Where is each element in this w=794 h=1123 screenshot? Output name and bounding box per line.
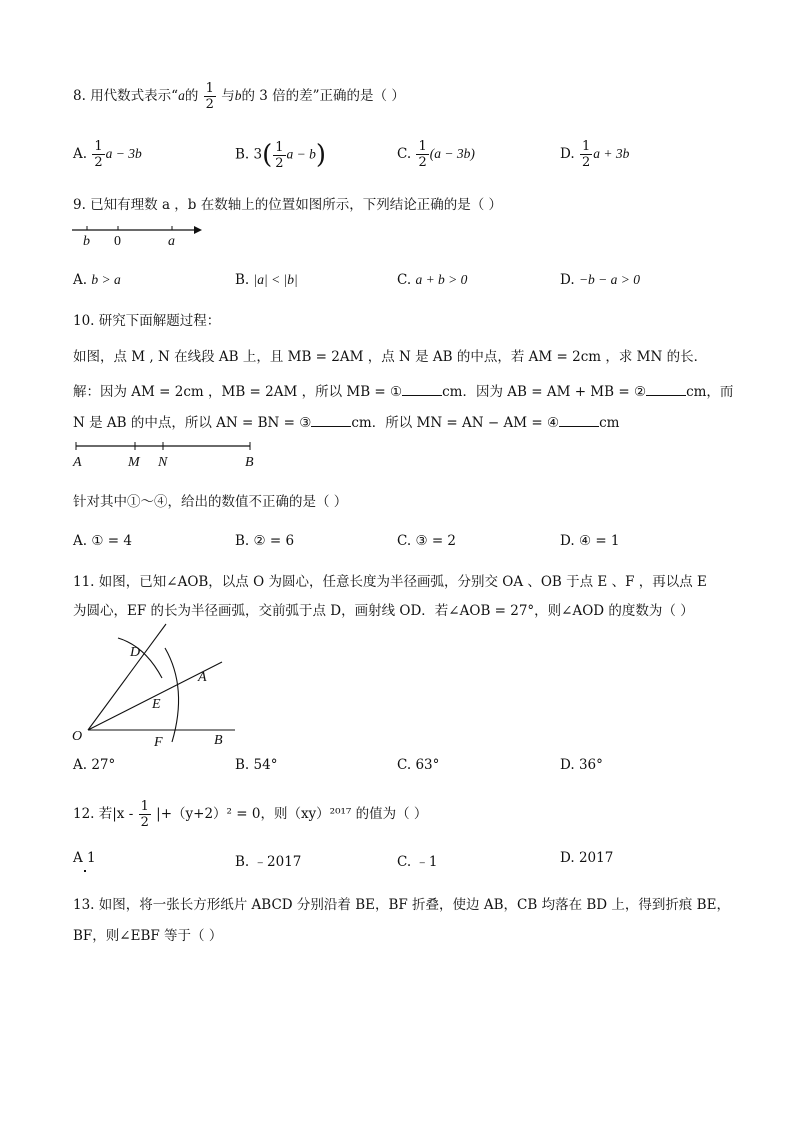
q10-solution-line1: 解：因为 AM = 2cm ，MB = 2AM ，所以 MB = ① cm．因为 AB = AM + MB = ② cm，而 [73, 384, 734, 400]
point-label-m: M [128, 455, 140, 470]
q11-option-c[interactable]: C. 63° [397, 757, 440, 773]
q10-problem: 如图，点 M , N 在线段 AB 上，且 MB = 2AM ，点 N 是 AB 的中点，若 AM = 2cm ，求 MN 的长． [73, 349, 708, 365]
point-label-n: N [158, 455, 168, 470]
q10-option-a[interactable]: A. ① = 4 [73, 533, 132, 549]
q10-ask: 针对其中①～④，给出的数值不正确的是（ ） [73, 494, 348, 510]
q10-solution-line2: N 是 AB 的中点，所以 AN = BN = ③ cm．所以 MN = AN − AM = ④ cm [73, 415, 620, 431]
q11-option-b[interactable]: B. 54° [235, 757, 278, 773]
point-label-f: F [154, 735, 163, 750]
q10-option-d[interactable]: D. ④ = 1 [560, 533, 620, 549]
q13-stem-line2: BF，则∠EBF 等于（ ） [73, 928, 223, 944]
q9-option-a[interactable]: A. b > a [73, 272, 121, 288]
point-label-b: B [245, 455, 254, 470]
q8-stem: 8. 用代数式表示“a的 $\frac{1}{2}$ 与b的 3 倍的差”正确的是（ ） [73, 81, 405, 112]
blank-2[interactable] [646, 385, 686, 396]
q13-stem-line1: 13. 如图，将一张长方形纸片 ABCD 分别沿着 BE，BF 折叠，使边 AB，CB 均落在 BD 上，得到折痕 BE， [73, 897, 730, 913]
point-label-d: D [130, 645, 141, 660]
q10-title: 10. 研究下面解题过程： [73, 313, 221, 329]
q11-angle-figure [70, 618, 250, 753]
q9-option-b[interactable]: B. |a| < |b| [235, 272, 298, 288]
q12-option-d[interactable]: D. 2017 [560, 850, 614, 866]
q11-option-a[interactable]: A. 27° [73, 757, 116, 773]
q10-option-c[interactable]: C. ③ = 2 [397, 533, 457, 549]
q12-option-b[interactable]: B. ﹣2017 [235, 854, 302, 870]
point-label-a: A [73, 455, 82, 470]
q12-option-c[interactable]: C. ﹣1 [397, 854, 438, 870]
q8-option-d[interactable]: D. $\frac{1}{2}$ a + 3b [560, 139, 630, 170]
q11-stem-line1: 11. 如图，已知∠AOB，以点 O 为圆心，任意长度为半径画弧，分别交 OA 、OB 于点 E 、F ，再以点 E [73, 574, 707, 590]
stray-dot [84, 870, 86, 872]
blank-3[interactable] [311, 416, 351, 427]
q9-option-d[interactable]: D. −b − a > 0 [560, 272, 641, 288]
point-label-a: A [198, 670, 207, 685]
point-label-o: O [72, 729, 83, 744]
q9-number-line [70, 222, 210, 252]
q12-option-a[interactable]: A 1 [73, 850, 96, 866]
q8-option-b[interactable]: B. 3( $\frac{1}{2}$ a − b) [235, 139, 327, 171]
q8-fraction: $\frac{1}{2}$ [205, 81, 214, 112]
point-label-b: B [214, 733, 223, 748]
q11-stem-line2: 为圆心，EF 的长为半径画弧，交前弧于点 D，画射线 OD．若∠AOB = 27°，则∠AOD 的度数为（ ） [73, 603, 694, 619]
q8-option-c[interactable]: C. $\frac{1}{2}$ (a − 3b) [397, 139, 475, 170]
point-label-e: E [152, 697, 161, 712]
blank-1[interactable] [402, 385, 442, 396]
axis-label-0: 0 [114, 234, 121, 249]
q8-option-a[interactable]: A. $\frac{1}{2}$ a − 3b [73, 139, 142, 170]
q11-option-d[interactable]: D. 36° [560, 757, 603, 773]
q9-option-c[interactable]: C. a + b > 0 [397, 272, 468, 288]
q10-option-b[interactable]: B. ② = 6 [235, 533, 295, 549]
blank-4[interactable] [559, 416, 599, 427]
q10-segment-figure [72, 440, 272, 472]
axis-label-b: b [83, 234, 90, 249]
q9-stem: 9. 已知有理数 a ，b 在数轴上的位置如图所示，下列结论正确的是（ ） [73, 197, 503, 213]
q12-stem: 12. 若|x - $\frac{1}{2}$ |+（y+2）² = 0，则（xy）²⁰¹⁷ 的值为（ ） [73, 799, 428, 830]
axis-label-a: a [168, 234, 175, 249]
